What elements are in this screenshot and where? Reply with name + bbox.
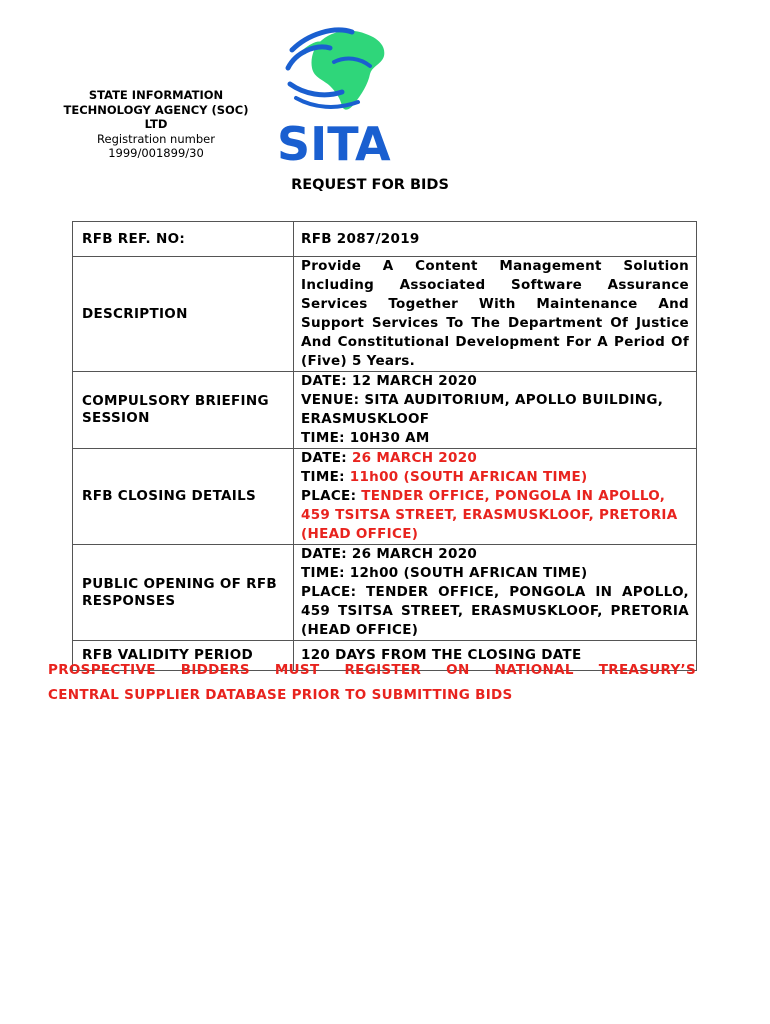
rfb-ref-value: RFB 2087/2019 xyxy=(294,222,697,257)
closing-date-label: DATE: xyxy=(301,450,352,466)
closing-place-label: PLACE: xyxy=(301,488,362,504)
page-title: REQUEST FOR BIDS xyxy=(291,177,449,193)
opening-label: PUBLIC OPENING OF RFB RESPONSES xyxy=(73,545,294,641)
closing-time-label: TIME: xyxy=(301,469,350,485)
validity-label: RFB VALIDITY PERIOD xyxy=(73,641,294,671)
sita-logo xyxy=(274,22,404,167)
table-row-description xyxy=(73,257,697,372)
table-row-ref xyxy=(73,222,697,257)
registration-notice xyxy=(48,658,696,708)
opening-value xyxy=(294,545,697,641)
closing-date-value: 26 MARCH 2020 xyxy=(351,450,478,466)
table-row-opening xyxy=(73,545,697,641)
closing-time-value: 11h00 (SOUTH AFRICAN TIME) xyxy=(349,469,588,485)
agency-name-line-3: LTD xyxy=(144,117,168,131)
validity-value: 120 DAYS FROM THE CLOSING DATE xyxy=(294,641,697,671)
briefing-label: COMPULSORY BRIEFING SESSION xyxy=(73,372,294,449)
opening-time: TIME: 12h00 (SOUTH AFRICAN TIME) xyxy=(301,565,588,581)
description-value: Provide A Content Management Solution Including Associated Software Assurance Services Together With Maintenance And Support Services To The Department Of Justice And Constitutional Development For A Period Of (Five) 5 Years. xyxy=(294,257,697,372)
description-label: DESCRIPTION xyxy=(73,257,294,372)
closing-value xyxy=(294,449,697,545)
briefing-time: TIME: 10H30 AM xyxy=(301,430,430,446)
notice-line-2: CENTRAL SUPPLIER DATABASE PRIOR TO SUBMITTING BIDS xyxy=(48,687,513,703)
opening-place: PLACE: TENDER OFFICE, PONGOLA IN APOLLO, 459 TSITSA STREET, ERASMUSKLOOF, PRETORIA (HEAD OFFICE) xyxy=(301,584,689,638)
opening-date: DATE: 26 MARCH 2020 xyxy=(301,546,478,562)
table-row-closing xyxy=(73,449,697,545)
notice-line-1: PROSPECTIVE BIDDERS MUST REGISTER ON NATIONAL TREASURY’S xyxy=(48,662,696,678)
rfb-ref-label: RFB REF. NO: xyxy=(73,222,294,257)
briefing-date: DATE: 12 MARCH 2020 xyxy=(301,373,478,389)
closing-date-line xyxy=(301,449,689,468)
closing-place-value: TENDER OFFICE, PONGOLA IN APOLLO, 459 TSITSA STREET, ERASMUSKLOOF, PRETORIA (HEAD OFFICE) xyxy=(301,488,678,542)
table-row-briefing xyxy=(73,372,697,449)
closing-time-line xyxy=(301,468,689,487)
logo-wordmark: SITA xyxy=(277,117,391,167)
rfb-details-table xyxy=(72,221,697,671)
sita-logo-icon xyxy=(274,22,404,167)
registration-number: 1999/001899/30 xyxy=(108,146,204,160)
briefing-venue: VENUE: SITA AUDITORIUM, APOLLO BUILDING, ERASMUSKLOOF xyxy=(301,392,664,427)
agency-name-line-2: TECHNOLOGY AGENCY (SOC) xyxy=(63,102,249,117)
briefing-value xyxy=(294,372,697,449)
closing-place-line xyxy=(301,487,689,544)
registration-label: Registration number xyxy=(97,131,215,146)
agency-block xyxy=(40,88,272,161)
closing-label: RFB CLOSING DETAILS xyxy=(73,449,294,545)
agency-name-line-1: STATE INFORMATION xyxy=(88,88,224,102)
